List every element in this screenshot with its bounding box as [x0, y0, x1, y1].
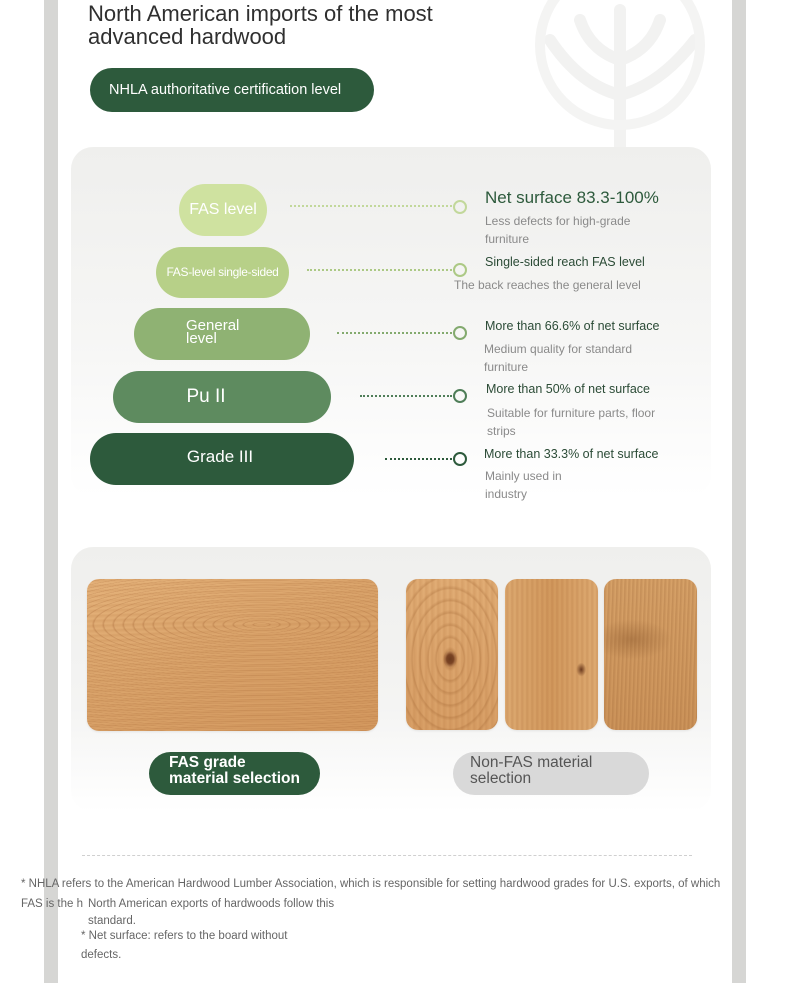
connector-dotted-line — [385, 458, 452, 460]
connector-ring-icon — [453, 263, 467, 277]
connector-dotted-line — [290, 205, 452, 207]
frame-left-border — [44, 0, 58, 983]
pill-line-2: selection — [470, 770, 532, 787]
dashed-divider — [82, 855, 692, 856]
non-fas-material-pill — [453, 752, 649, 795]
pill-line-2: material selection — [169, 770, 300, 787]
grade-label-line-1: General — [186, 317, 240, 334]
non-fas-wood-board-image — [505, 579, 598, 730]
connector-ring-icon — [453, 452, 467, 466]
connector-dotted-line — [337, 332, 452, 334]
grade-headline: More than 50% of net surface — [486, 382, 650, 396]
tree-watermark-icon — [520, 0, 730, 150]
page-title — [88, 2, 508, 48]
connector-ring-icon — [453, 326, 467, 340]
title-line-2: advanced hardwood — [88, 24, 287, 49]
connector-dotted-line — [360, 395, 452, 397]
grade-description: Medium quality for standard furniture — [484, 342, 633, 374]
grade-description: Mainly used in industry — [485, 469, 562, 501]
footnote-nhla: * NHLA refers to the American Hardwood Lumber Association, which is responsible for setting hardwood grades for U.S. exports, of which — [21, 878, 721, 890]
non-fas-wood-board-image — [604, 579, 697, 730]
grade-pill-pu-ii — [113, 371, 331, 423]
grade-description: Less defects for high-grade furniture — [485, 214, 631, 246]
fas-material-pill — [149, 752, 320, 795]
certification-level-pill: NHLA authoritative certification level — [90, 68, 374, 112]
grade-pill-fas: FAS level — [179, 184, 267, 236]
footnote-nhla-overlay: North American exports of hardwoods follow this standard. — [88, 898, 335, 927]
fas-wood-board-image — [87, 579, 378, 731]
grade-headline: Net surface 83.3-100% — [485, 188, 659, 207]
pill-line-1: FAS grade — [169, 754, 246, 771]
grade-label: Pu II — [186, 386, 226, 407]
grade-label-line-2: level — [186, 330, 217, 347]
grade-headline: More than 33.3% of net surface — [484, 447, 659, 461]
footnote-nhla-continued: FAS is the h — [21, 898, 84, 910]
grade-description: Suitable for furniture parts, floor strips — [487, 406, 656, 438]
grade-pill-fas-single-sided: FAS-level single-sided — [156, 247, 289, 298]
non-fas-wood-board-image — [406, 579, 498, 730]
grade-pill-general — [134, 308, 310, 360]
connector-ring-icon — [453, 389, 467, 403]
grade-label: Grade III — [186, 447, 254, 466]
pill-line-1: Non-FAS material — [470, 754, 593, 771]
footnote-net-surface: * Net surface: refers to the board without defects. — [81, 930, 288, 961]
grade-pill-grade-iii — [90, 433, 354, 485]
grade-description: The back reaches the general level — [454, 278, 641, 292]
grade-headline: More than 66.6% of net surface — [485, 319, 660, 333]
title-line-1: North American imports of the most — [88, 1, 433, 26]
frame-right-border — [732, 0, 746, 983]
connector-dotted-line — [307, 269, 452, 271]
grade-headline: Single-sided reach FAS level — [485, 255, 645, 269]
connector-ring-icon — [453, 200, 467, 214]
card-bottom-edge — [58, 962, 732, 983]
